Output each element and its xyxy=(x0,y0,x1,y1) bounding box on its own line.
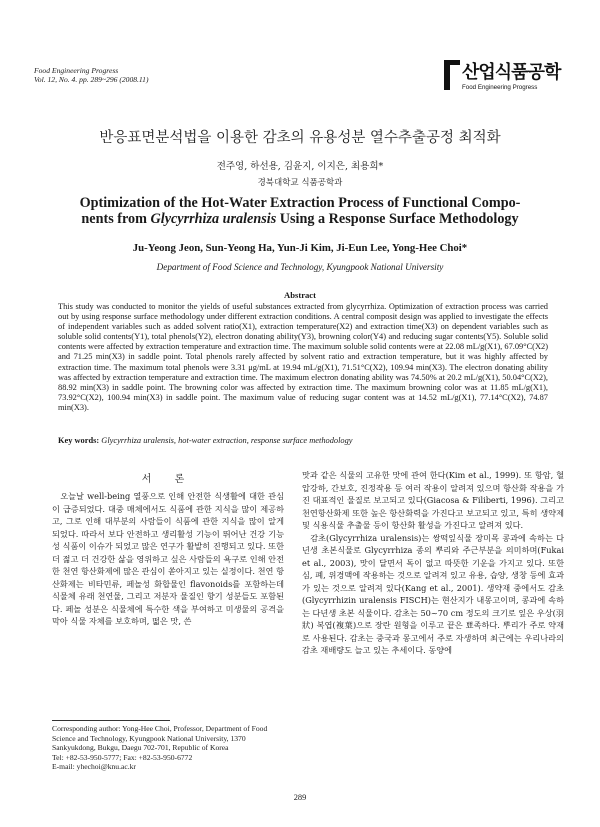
footnote-line: Sankyukdong, Bukgu, Daegu 702-701, Republic of Korea xyxy=(52,743,229,753)
english-title xyxy=(40,195,560,227)
abstract-text: This study was conducted to monitor the yields of useful substances extracted from glycyrrhiza. Optimization of extraction process was carried out by using response surface methodology under different extraction conditions. A central composit design was applied to investigate the effects of independent variables such as added solvent ratio(X1), extraction temperature(X2) and extraction time(X3) on dependent variables such as soluble solid contents(Y1), total phenols(Y2), electron donating ability(Y3), browning color(Y4) and reducing sugar contents(Y5). Soluble solid contents were affected by extraction temperature and extraction time. The maximum soluble solid contents were at 22.08 mL/g(X1), 67.09°C(X2) and 71.25 min(X3) in saddle point. Total phenols rarely affected by solvent ratio and extraction temperature, but it was highly affected by extraction time. The maximum total phenols were 3.31 μg/mL at 19.94 mL/g(X1), 71.51°C(X2), 109.94 min(X3). The electron donating ability was affected by extraction temperature and extraction time. The maximum electron donating ability was 74.50% at 20.2 mL/g(X1), 50.04°C(X2), 88.92 min(X3) in saddle point. The browning color was affected by extraction time. The maximum browning color was at 11.85 mL/g(X1), 73.92°C(X2), 100.94 min(X3) in saddle point. The maximum value of reducing sugar content was at 14.52 mL/g(X1), 77.14°C(X2), 74.87 min(X3). xyxy=(58,302,548,412)
english-title-species: Glycyrrhiza uralensis xyxy=(150,211,277,227)
page-number: 289 xyxy=(293,793,307,802)
korean-authors: 전주영, 하선용, 김윤지, 이지은, 최용희* xyxy=(216,161,384,172)
abstract-heading: Abstract xyxy=(284,290,316,300)
korean-affiliation: 경북대학교 식품공학과 xyxy=(257,178,343,188)
logo-mark-top xyxy=(450,60,460,65)
keywords xyxy=(58,436,548,445)
body-column-right xyxy=(302,469,564,657)
body-paragraph: 감초(Glycyrrhiza uralensis)는 쌍떡잎식물 장미목 콩과에 속하는 다년생 초본식물로 Glycyrrhiza 종의 뿌리와 주근부분을 의미하며(Fukai et al., 2003), 맛이 달면서 독이 없고 따뜻한 기운을 가지고 있다. 또한 심, 폐, 위경맥에 작용하는 것으로 알려져 있고 유용, 습양, 생창 등에 효과가 있는 것으로 알려져 있다(Kang et al., 2001). 생약재 중에서도 감초(Glycyrrhizin uralensis FISCH)는 현산지가 내몽고이며, 콩과에 속하는 다년생 초본 식물이다. 감초는 50~70 cm 정도의 크기로 잎은 우상(羽狀) 복엽(複葉)으로 장란 원형을 이루고 끝은 뾰족하다. 뿌리가 주로 약재로 사용된다. 감초는 중국과 몽고에서 주로 자생하며 최근에는 우리나라의 감초 재배량도 늘고 있는 추세이다. 동양에 xyxy=(302,532,564,655)
corresponding-author-footnote xyxy=(52,724,292,772)
english-title-line2-post: Using a Response Surface Methodology xyxy=(276,211,519,227)
body-column-left xyxy=(52,490,284,628)
footnote-line: Tel: +82-53-950-5777; Fax: +82-53-950-6772 xyxy=(52,752,193,762)
journal-name: Food Engineering Progress xyxy=(34,66,119,75)
keywords-text: Glycyrrhiza uralensis, hot-water extraction, response surface methodology xyxy=(101,436,353,445)
logo-english-text: Food Engineering Progress xyxy=(462,84,538,91)
footnote-divider xyxy=(52,720,170,721)
body-paragraph: 오늘날 well-being 열풍으로 인해 안전한 식생활에 대한 관심이 급증되었다. 대중 매체에서도 식품에 관한 지식을 많이 제공하고, 그로 인해 대부분의 사람들이 식품에 관한 지식을 많이 알게 되었다. 따라서 보다 안전하고 생리활성 기능이 뛰어난 건강 기능성 식품이 이슈가 되었고 많은 연구가 활발히 진행되고 있다. 또한 더 젊고 더 건강한 삶을 영위하고 싶은 사람들의 욕구로 인해 안전한 천연 항산화제에 많은 관심이 쏟아지고 있는 실정이다. 천연 항산화제는 비타민류, 페놀성 화합물인 flavonoids를 포함하는데 식물체 유래 천연물, 그리고 저분자 물질인 향기 성분들도 포함된다. 페놀 성분은 식물체에 특수한 색을 부여하고 미생물의 공격을 막아 식물 자체를 보호하며, 떫은 맛, 쓴 xyxy=(52,491,284,626)
footnote-line: Corresponding author: Yong-Hee Choi, Professor, Department of Food xyxy=(52,724,268,733)
keywords-label: Key words: xyxy=(58,436,100,445)
section-heading-introduction: 서 론 xyxy=(141,474,195,485)
journal-header xyxy=(34,66,149,84)
logo-korean-text: 산업식품공학 xyxy=(462,62,561,83)
journal-logo xyxy=(444,58,566,94)
korean-title: 반응표면분석법을 이용한 감초의 유용성분 열수추출공정 최적화 xyxy=(99,130,501,146)
english-authors: Ju-Yeong Jeon, Sun-Yeong Ha, Yun-Ji Kim, Ji-Eun Lee, Yong-Hee Choi* xyxy=(132,242,468,254)
english-title-line2-pre: nents from xyxy=(81,211,151,227)
footnote-email: E-mail: yhechoi@knu.ac.kr xyxy=(52,762,136,772)
english-affiliation: Department of Food Science and Technology, Kyungpook National University xyxy=(156,262,444,272)
english-title-line1: Optimization of the Hot-Water Extraction Process of Functional Compo- xyxy=(79,195,521,211)
journal-volume: Vol. 12, No. 4. pp. 289~296 (2008.11) xyxy=(34,75,149,84)
body-paragraph: 맛과 같은 식물의 고유한 맛에 관여 한다(Kim et al., 1999). 또 항암, 혈압강하, 간보호, 진정작용 등 여러 작용이 알려져 있으며 항산화 작용을 가진 대표적인 물질로 보고되고 있다(Giacosa & Filiberti, 1996). 그리고 천연항산화제 또한 높은 항산화력을 가진다고 보고되고 있고, 특히 생약제 및 식용식물 추출물 등이 항산화 활성을 가진다고 알려져 있다. xyxy=(302,470,564,530)
footnote-line: Science and Technology, Kyungpook National University, 1370 xyxy=(52,733,246,743)
